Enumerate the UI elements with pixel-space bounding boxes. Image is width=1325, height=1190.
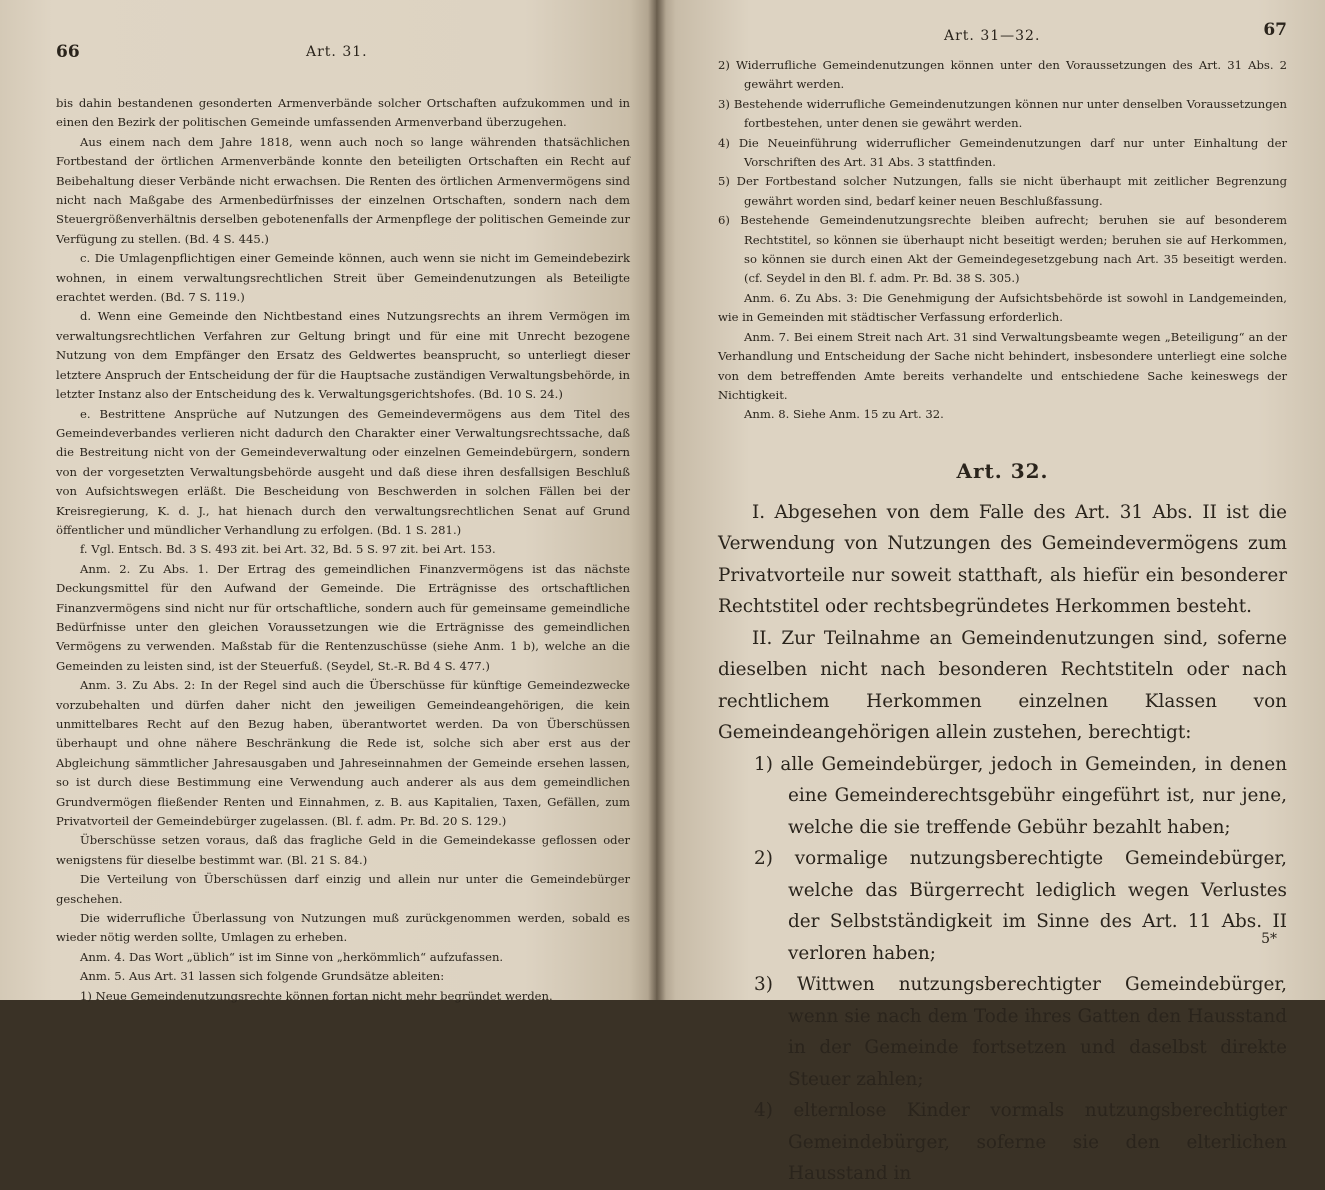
left-page xyxy=(0,0,656,1003)
paragraph: bis dahin bestandenen gesonderten Armenverbände solcher Ortschaften aufzukommen und in einen den Bezirk der politischen Gemeinde umfassenden Armenverband überzugehen. xyxy=(56,96,630,130)
paragraph: Anm. 2. Zu Abs. 1. Der Ertrag des gemeindlichen Finanzvermögens ist das nächste Deckungsmittel für den Aufwand der Gemeinde. Die Erträgnisse des ortschaftlichen Finanzvermögens sind nicht nur für ortschaftliche, sondern auch für gemeinsame gemeindliche Bedürfnisse unter den gleichen Voraussetzungen wie die Erträgnisse des gemeindlichen Vermögens zu verwenden. Maßstab für die Rentenzuschüsse (siehe Anm. 1 b), welche an die Gemeinden zu leisten sind, ist der Steuerfuß. (Seydel, St.-R. Bd 4 S. 477.) xyxy=(56,561,630,673)
annotations xyxy=(718,289,1287,425)
paragraph: 1) Neue Gemeindenutzungsrechte können fortan nicht mehr begründet werden. xyxy=(80,988,553,1003)
paragraph: f. Vgl. Entsch. Bd. 3 S. 493 zit. bei Art. 32, Bd. 5 S. 97 zit. bei Art. 153. xyxy=(80,542,496,557)
article-list-item: 4) elternlose Kinder vormals nutzungsberechtigter Gemeindebürger, soferne sie den elterlichen Hausstand in xyxy=(754,1100,1287,1185)
annotation-paragraph: Anm. 8. Siehe Anm. 15 zu Art. 32. xyxy=(744,407,944,422)
paragraph: Anm. 4. Das Wort „üblich“ ist im Sinne von „herkömmlich“ aufzufassen. xyxy=(80,949,504,964)
list-item: 4) Die Neueinführung widerruflicher Gemeindenutzungen darf nur unter Einhaltung der Vorschriften des Art. 31 Abs. 3 stattfinden. xyxy=(718,135,1287,170)
paragraph: Anm. 5. Aus Art. 31 lassen sich folgende Grundsätze ableiten: xyxy=(80,969,445,984)
left-page-body xyxy=(56,94,630,1006)
article-list-item: 1) alle Gemeindebürger, jedoch in Gemeinden, in denen eine Gemeinderechtsgebühr eingeführt ist, nur jene, welche die sie treffende Gebühr bezahlt haben; xyxy=(754,753,1287,838)
page-number: 67 xyxy=(1263,20,1287,40)
paragraph: Anm. 3. Zu Abs. 2: In der Regel sind auch die Überschüsse für künftige Gemeindezwecke vorzubehalten und dürfen daher nicht den jeweiligen Gemeindeangehörigen, die kein unmittelbares Recht auf den Bezug haben, überantwortet werden. Da von Überschüssen überhaupt und ohne nähere Beschränkung die Rede ist, solche sich aber erst aus der Abgleichung sämmtlicher Jahresausgaben und Jahreseinnahmen der Gemeinde ersehen lassen, so ist durch diese Bestimmung eine Verwendung auch anderer als aus dem gemeindlichen Grundvermögen fließender Renten und Einnahmen, z. B. aus Kapitalien, Taxen, Gefällen, zum Privatvorteil der Gemeindebürger zugelassen. (Bl. f. adm. Pr. Bd. 20 S. 129.) xyxy=(56,678,630,829)
article-list-item: 3) Wittwen nutzungsberechtigter Gemeindebürger, wenn sie nach dem Tode ihres Gatten den Hausstand in der Gemeinde fortsetzen und daselbst direkte Steuer zahlen; xyxy=(754,974,1287,1090)
paragraph: e. Bestrittene Ansprüche auf Nutzungen des Gemeindevermögens aus dem Titel des Gemeindeverbandes verlieren nicht dadurch den Charakter einer Verwaltungsrechtssache, daß die Bestreitung nicht von der Gemeindeverwaltung oder einzelnen Gemeindebürgern, sondern von der vorgesetzten Verwaltungsbehörde ausgeht und daß diese ihren desfallsigen Beschluß von Aufsichtswegen erläßt. Die Bescheidung von Beschwerden in solchen Fällen bei der Kreisregierung, K. d. J., hat hienach durch den verwaltungsrechtlichen Senat auf Grund öffentlicher und mündlicher Verhandlung zu erfolgen. (Bd. 1 S. 281.) xyxy=(56,406,630,537)
annotation-paragraph: Anm. 6. Zu Abs. 3: Die Genehmigung der Aufsichtsbehörde ist sowohl in Landgemeinden, wie in Gemeinden mit städtischer Verfassung erforderlich. xyxy=(718,290,1287,325)
list-item: 6) Bestehende Gemeindenutzungsrechte bleiben aufrecht; beruhen sie auf besonderem Rechtstitel, so können sie überhaupt nicht beseitigt werden; beruhen sie auf Herkommen, so können sie durch einen Akt der Gemeindegesetzgebung nach Art. 35 beseitigt werden. (cf. Seydel in den Bl. f. adm. Pr. Bd. 38 S. 305.) xyxy=(718,213,1287,286)
article-text xyxy=(718,497,1287,1190)
running-head: Art. 31. xyxy=(306,44,368,60)
list-item: 5) Der Fortbestand solcher Nutzungen, falls sie nicht überhaupt mit zeitlicher Begrenzung gewährt worden sind, bedarf keiner neuen Beschlußfassung. xyxy=(718,174,1287,208)
right-page-body xyxy=(718,56,1287,425)
paragraph: Überschüsse setzen voraus, daß das fragliche Geld in die Gemeindekasse geflossen oder wenigstens für dieselbe bestimmt war. (Bl. 21 S. 84.) xyxy=(56,833,630,867)
right-page xyxy=(656,0,1325,1185)
article-list-item: 2) vormalige nutzungsberechtigte Gemeindebürger, welche das Bürgerrecht lediglich wegen Verlustes der Selbstständigkeit im Sinne des Art. 11 Abs. II verloren haben; xyxy=(754,848,1287,964)
paragraph: Aus einem nach dem Jahre 1818, wenn auch noch so lange währenden thatsächlichen Fortbestand der örtlichen Armenverbände konnte den beteiligten Ortschaften ein Recht auf Beibehaltung dieser Verbände nicht erwachsen. Die Renten des örtlichen Armenvermögens sind nicht nach Maßgabe des Armenbedürfnisses der einzelnen Ortschaften, sondern nach dem Steuergrößenverhältnis derselben gebotenenfalls der Armenpflege der politischen Gemeinde zur Verfügung zu stellen. (Bd. 4 S. 445.) xyxy=(56,134,630,246)
paragraph: Die widerrufliche Überlassung von Nutzungen muß zurückgenommen werden, sobald es wieder nötig werden sollte, Umlagen zu erheben. xyxy=(56,911,630,945)
left-page-header xyxy=(56,38,630,68)
paragraph: d. Wenn eine Gemeinde den Nichtbestand eines Nutzungsrechts an ihrem Vermögen im verwaltungsrechtlichen Verfahren zur Geltung bringt und für eine mit Unrecht bezogene Nutzung von dem Empfänger den Ersatz des Geldwertes beansprucht, so unterliegt dieser letztere Anspruch der Entscheidung der für die Hauptsache zuständigen Verwaltungsbehörde, in letzter Instanz also der Entscheidung des k. Verwaltungsgerichtshofes. (Bd. 10 S. 24.) xyxy=(56,309,630,402)
page-number: 66 xyxy=(56,42,80,62)
article-paragraph: I. Abgesehen von dem Falle des Art. 31 Abs. II ist die Verwendung von Nutzungen des Gemeindevermögens zum Privatvorteile nur soweit statthaft, als hiefür ein besonderer Rechtstitel oder rechtsbegründetes Herkommen besteht. xyxy=(718,501,1287,618)
right-page-header xyxy=(718,14,1287,44)
signature-mark: 5* xyxy=(1261,931,1277,947)
paragraph: Die Verteilung von Überschüssen darf einzig und allein nur unter die Gemeindebürger geschehen. xyxy=(56,872,630,906)
article-paragraph: II. Zur Teilnahme an Gemeindenutzungen sind, soferne dieselben nicht nach besonderen Rechtstiteln oder nach rechtlichem Herkommen einzelnen Klassen von Gemeindeangehörigen allein zustehen, berechtigt: xyxy=(718,627,1287,744)
article-title: Art. 32. xyxy=(956,458,1049,483)
annotation-paragraph: Anm. 7. Bei einem Streit nach Art. 31 sind Verwaltungsbeamte wegen „Beteiligung“ an der Verhandlung und Entscheidung der Sache nicht behindert, insbesondere unterliegt eine solche von dem betreffenden Amte bereits verhandelte und entschiedene Sache keineswegs der Nichtigkeit. xyxy=(718,329,1287,402)
paragraph: c. Die Umlagenpflichtigen einer Gemeinde können, auch wenn sie nicht im Gemeindebezirk wohnen, in einem verwaltungsrechtlichen Streit über Gemeindenutzungen als Beteiligte erachtet werden. (Bd. 7 S. 119.) xyxy=(56,251,630,305)
running-head: Art. 31—32. xyxy=(944,28,1041,44)
principles-list xyxy=(718,56,1287,289)
list-item: 2) Widerrufliche Gemeindenutzungen können unter den Voraussetzungen des Art. 31 Abs. 2 gewährt werden. xyxy=(718,58,1287,92)
book-gutter xyxy=(648,0,666,1000)
list-item: 3) Bestehende widerrufliche Gemeindenutzungen können nur unter denselben Voraussetzungen fortbestehen, unter denen sie gewährt werden. xyxy=(718,96,1287,131)
